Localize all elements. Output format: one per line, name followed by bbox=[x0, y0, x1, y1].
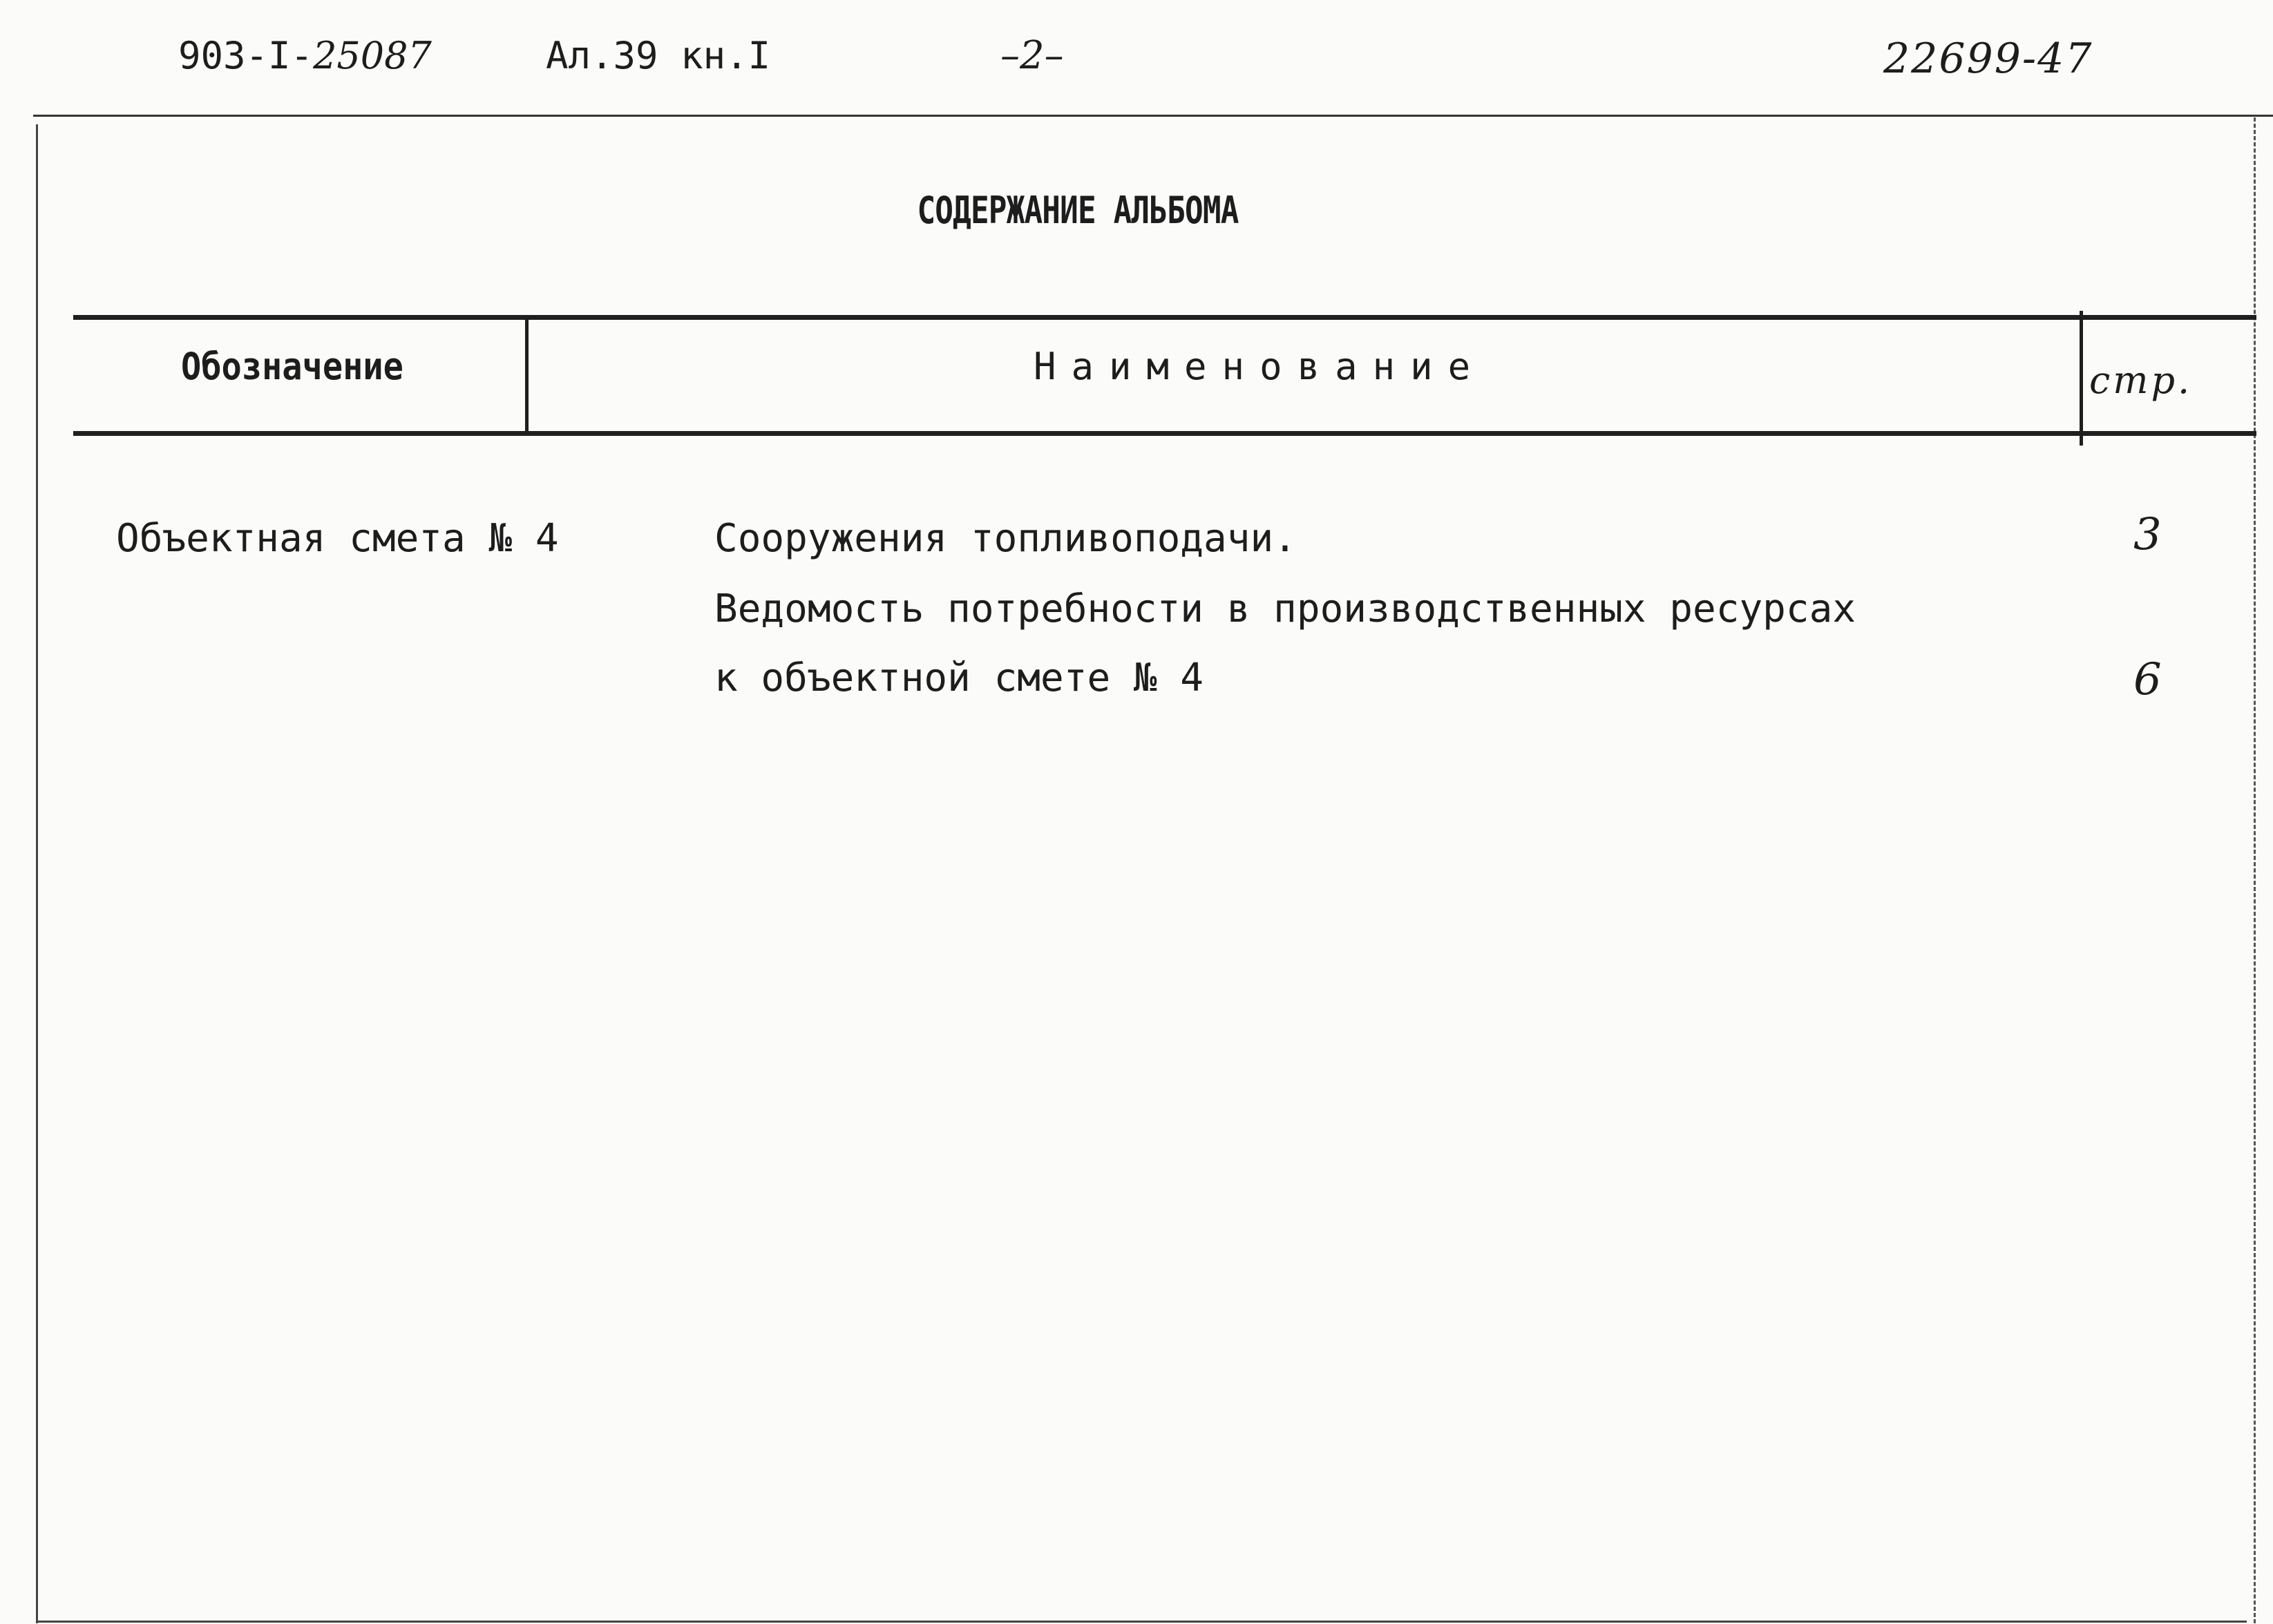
inventory-number: 22699-47 bbox=[1883, 35, 2093, 83]
frame-bottom-border bbox=[36, 1621, 2247, 1623]
row-1-designation: Объектная смета № 4 bbox=[116, 516, 559, 561]
document-code bbox=[178, 32, 432, 80]
document-code-prefix: 903-I- bbox=[178, 34, 314, 77]
album-reference: Ал.39 кн.I bbox=[546, 34, 771, 77]
row-3-page: 6 bbox=[2133, 654, 2162, 705]
column-header-name: Наименование bbox=[1034, 345, 1486, 388]
page-title: СОДЕРЖАНИЕ АЛЬБОМА bbox=[917, 189, 1239, 232]
column-header-designation: Обозначение bbox=[181, 345, 403, 388]
document-code-handwritten: 25087 bbox=[313, 34, 432, 77]
frame-left-border bbox=[36, 124, 38, 1623]
frame-right-border bbox=[2254, 117, 2256, 1623]
row-1-page: 3 bbox=[2133, 509, 2162, 560]
column-divider-designation bbox=[525, 318, 529, 435]
table-header-top-rule bbox=[73, 315, 2256, 320]
row-1-name: Сооружения топливоподачи. bbox=[714, 516, 1297, 561]
column-header-page: стр. bbox=[2089, 359, 2193, 402]
row-3-name: к объектной смете № 4 bbox=[714, 656, 1204, 700]
table-header-bottom-rule bbox=[73, 431, 2256, 436]
row-2-name: Ведомость потребности в производственных ресурсах bbox=[714, 586, 1856, 631]
page-marker: –2– bbox=[1000, 33, 1064, 78]
column-divider-page bbox=[2080, 311, 2083, 446]
frame-top-border bbox=[33, 115, 2273, 117]
